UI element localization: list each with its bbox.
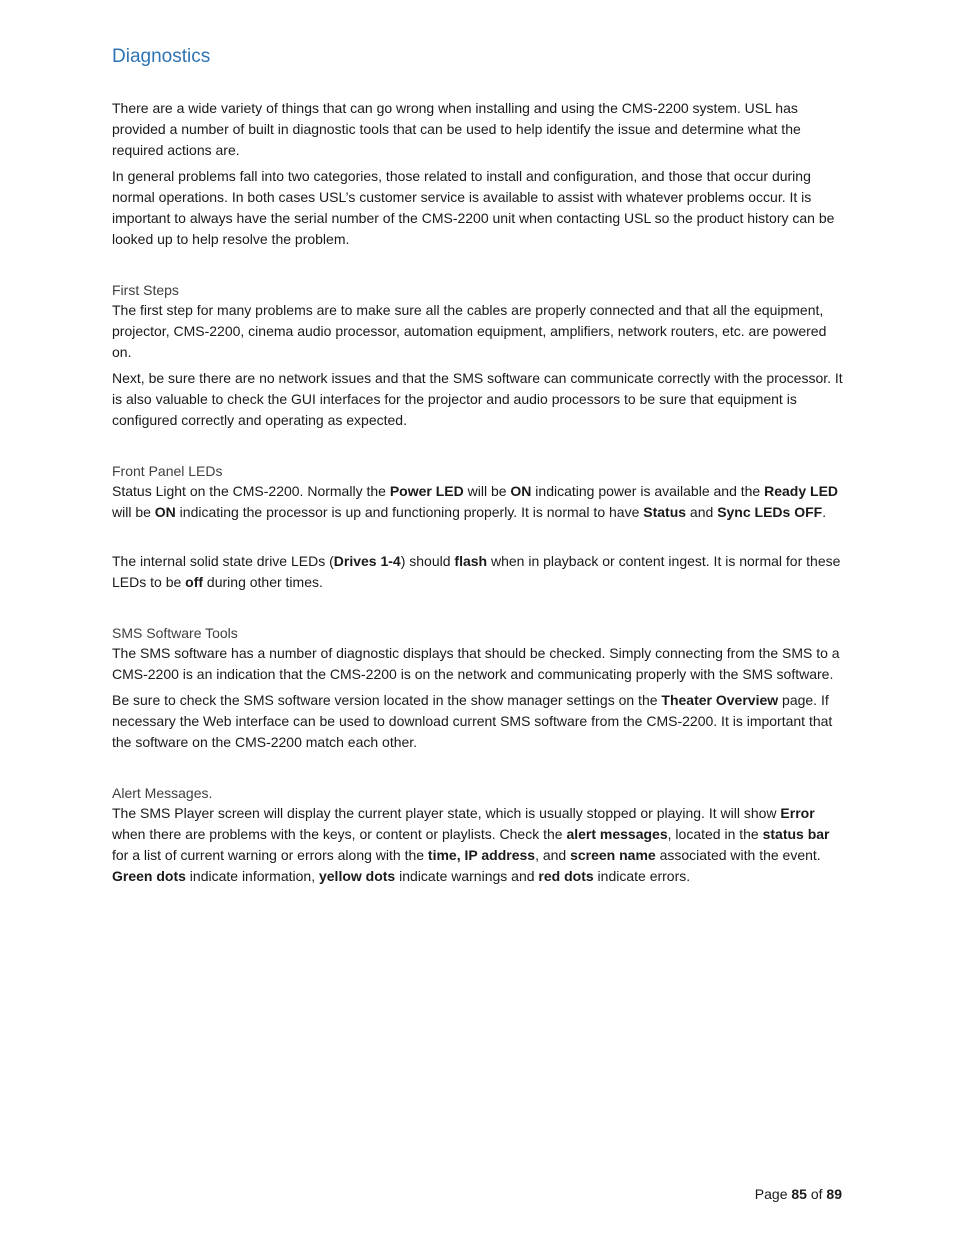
text-run: The SMS Player screen will display the current player state, which is usually stopped or playing. It will show bbox=[112, 805, 781, 821]
bold-alert-messages: alert messages bbox=[566, 826, 668, 842]
first-steps-paragraph-1: The first step for many problems are to make sure all the cables are properly connected and that all the equipment, projector, CMS-2200, cinema audio processor, automation equipment, amplifiers, network routers, etc. are powered on. bbox=[112, 302, 827, 360]
total-pages: 89 bbox=[826, 1186, 842, 1202]
page-footer bbox=[755, 1184, 842, 1205]
of-label: of bbox=[806, 1186, 827, 1202]
bold-drives: Drives 1-4 bbox=[333, 553, 401, 569]
section-heading-sms-software-tools: SMS Software Tools bbox=[112, 625, 238, 641]
first-steps-paragraph-2: Next, be sure there are no network issues and that the SMS software can communicate correctly with the processor. It is also valuable to check the GUI interfaces for the projector and audio processors to be sure that equipment is configured correctly and operating as expected. bbox=[112, 370, 843, 428]
page-title: Diagnostics bbox=[112, 46, 211, 67]
text-run: when in playback or content ingest. It is normal for these LEDs to be bbox=[112, 553, 841, 590]
text-run: . bbox=[822, 504, 827, 520]
text-run: , and bbox=[535, 847, 571, 863]
text-run: will be bbox=[112, 504, 155, 520]
bold-error: Error bbox=[780, 805, 815, 821]
bold-screen-name: screen name bbox=[570, 847, 656, 863]
intro-paragraph-2: In general problems fall into two categories, those related to install and configuration, and those that occur during normal operations. In both cases USL’s customer service is available to assist with whatever problems occur. It is important to always have the serial number of the CMS-2200 unit when contacting USL so the product history can be looked up to help resolve the problem. bbox=[112, 168, 835, 247]
text-run: indicate warnings and bbox=[395, 868, 539, 884]
front-panel-paragraph-1 bbox=[112, 481, 848, 523]
section-heading-front-panel-leds: Front Panel LEDs bbox=[112, 463, 223, 479]
text-run: The internal solid state drive LEDs ( bbox=[112, 553, 334, 569]
bold-green-dots: Green dots bbox=[112, 868, 186, 884]
text-run: associated with the event. bbox=[655, 847, 821, 863]
bold-time-ip-address: time, IP address bbox=[427, 847, 536, 863]
section-heading-alert-messages: Alert Messages. bbox=[112, 785, 213, 801]
bold-flash: flash bbox=[454, 553, 488, 569]
sms-tools-paragraph-1: The SMS software has a number of diagnostic displays that should be checked. Simply connecting from the SMS to a CMS-2200 is an indication that the CMS-2200 is on the network and communicating properly with the SMS software. bbox=[112, 645, 840, 682]
text-run: for a list of current warning or errors along with the bbox=[112, 847, 428, 863]
alerts-paragraph-1 bbox=[112, 803, 848, 887]
text-run: indicate information, bbox=[185, 868, 319, 884]
page-label: Page bbox=[754, 1186, 792, 1202]
bold-on: ON bbox=[154, 504, 176, 520]
bold-status-bar: status bar bbox=[762, 826, 830, 842]
page-content bbox=[112, 44, 848, 892]
text-run: page. If necessary the Web interface can be used to download current SMS software from the CMS-2200. It is important that the software on the CMS-2200 match each other. bbox=[112, 692, 833, 750]
text-run: will be bbox=[463, 483, 511, 499]
section-heading-first-steps: First Steps bbox=[112, 282, 179, 298]
bold-sync-leds-off: Sync LEDs OFF bbox=[717, 504, 823, 520]
text-run: when there are problems with the keys, or content or playlists. Check the bbox=[112, 826, 567, 842]
text-run: indicating the processor is up and functioning properly. It is normal to have bbox=[175, 504, 644, 520]
bold-theater-overview: Theater Overview bbox=[661, 692, 779, 708]
intro-paragraph-1: There are a wide variety of things that can go wrong when installing and using the CMS-2200 system. USL has provided a number of built in diagnostic tools that can be used to help identify the issue and determine what the required actions are. bbox=[112, 100, 801, 158]
text-run: indicating power is available and the bbox=[531, 483, 765, 499]
bold-red-dots: red dots bbox=[538, 868, 594, 884]
bold-off: off bbox=[185, 574, 204, 590]
bold-power-led: Power LED bbox=[389, 483, 464, 499]
text-run: Be sure to check the SMS software version located in the show manager settings on the bbox=[112, 692, 662, 708]
sms-tools-paragraph-2 bbox=[112, 690, 848, 753]
front-panel-paragraph-2 bbox=[112, 551, 848, 593]
text-run: indicate errors. bbox=[593, 868, 691, 884]
bold-on: ON bbox=[510, 483, 532, 499]
bold-yellow-dots: yellow dots bbox=[318, 868, 396, 884]
bold-status: Status bbox=[643, 504, 687, 520]
bold-ready-led: Ready LED bbox=[764, 483, 839, 499]
text-run: Status Light on the CMS-2200. Normally the bbox=[112, 483, 390, 499]
text-run: and bbox=[686, 504, 718, 520]
text-run: ) should bbox=[400, 553, 455, 569]
text-run: , located in the bbox=[667, 826, 763, 842]
text-run: during other times. bbox=[203, 574, 323, 590]
page-number: 85 bbox=[791, 1186, 807, 1202]
